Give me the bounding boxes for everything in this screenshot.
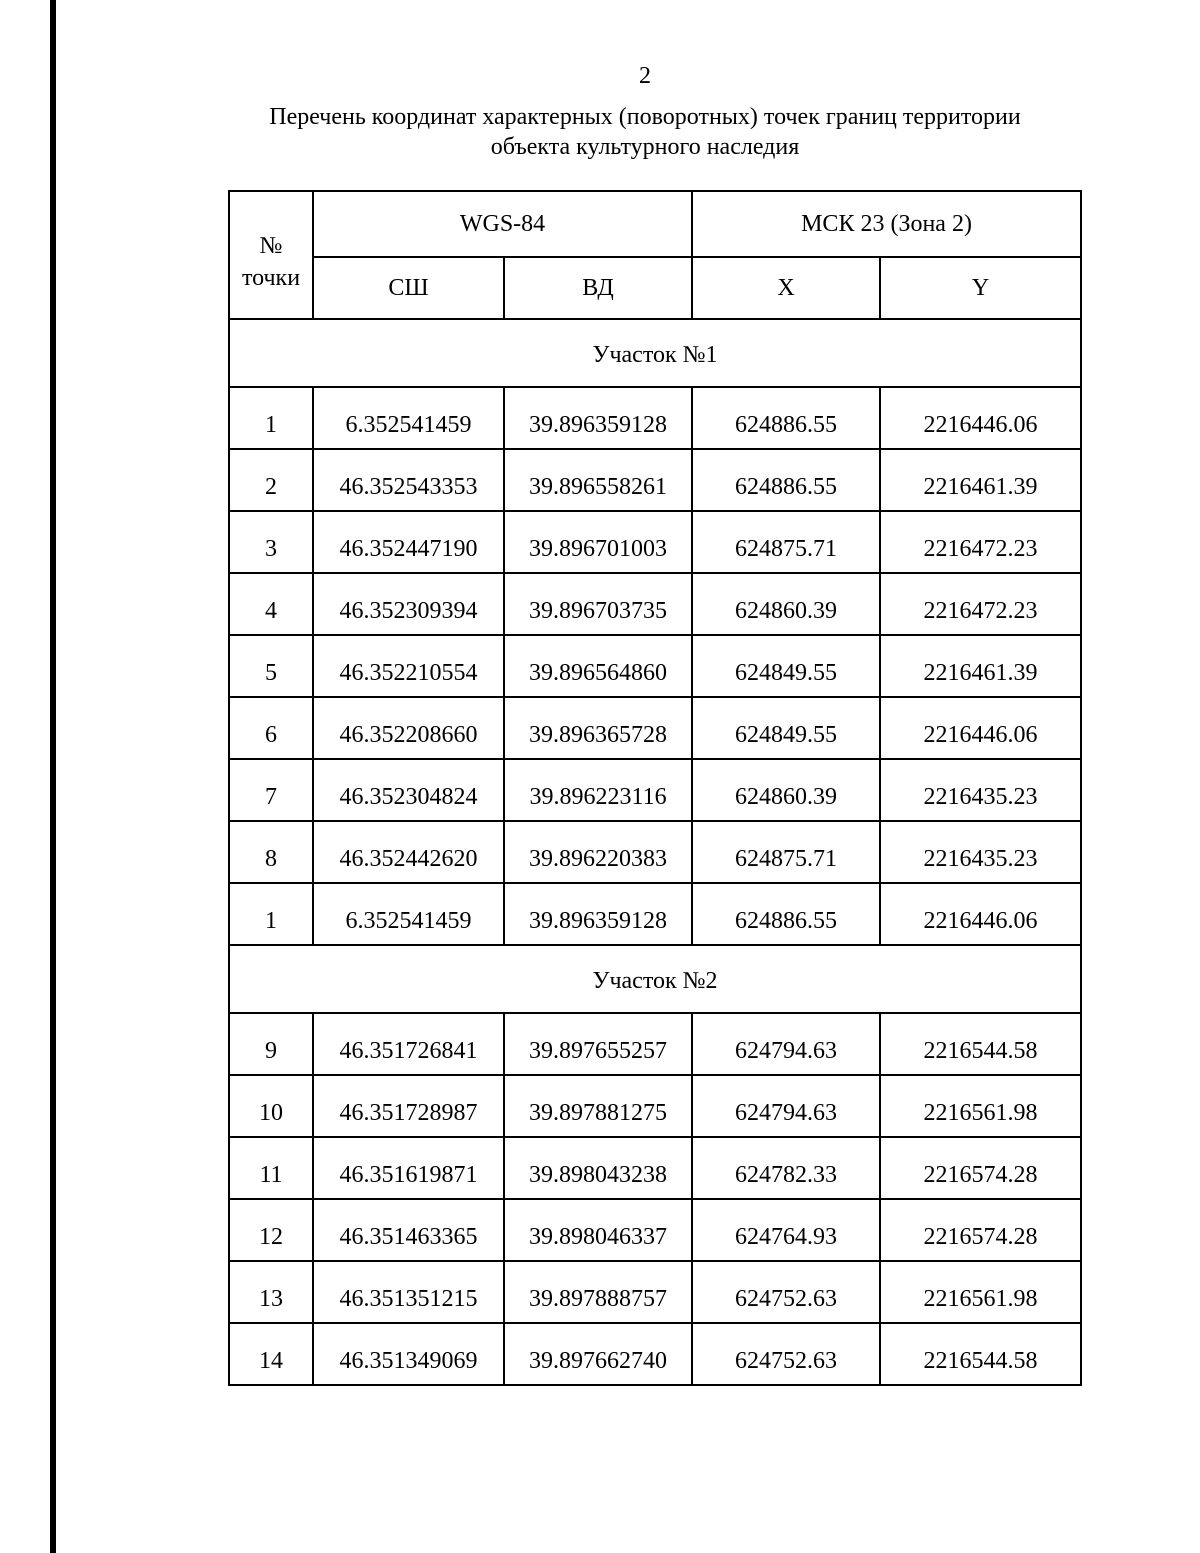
table-subheader-row bbox=[229, 257, 1081, 319]
y-cell: 2216561.98 bbox=[880, 1075, 1081, 1137]
table-row bbox=[229, 635, 1081, 697]
y-cell: 2216446.06 bbox=[880, 883, 1081, 945]
point-number-cell: 12 bbox=[229, 1199, 313, 1261]
lat-cell: 46.352447190 bbox=[313, 511, 504, 573]
table-row bbox=[229, 1323, 1081, 1385]
x-cell: 624849.55 bbox=[692, 635, 880, 697]
lat-cell: 46.351726841 bbox=[313, 1013, 504, 1075]
lon-cell: 39.897888757 bbox=[504, 1261, 692, 1323]
table-row bbox=[229, 449, 1081, 511]
title-line-1: Перечень координат характерных (поворотных) точек границ территории bbox=[269, 104, 1021, 130]
point-number-cell: 1 bbox=[229, 883, 313, 945]
x-cell: 624752.63 bbox=[692, 1323, 880, 1385]
point-number-cell: 3 bbox=[229, 511, 313, 573]
table-row bbox=[229, 1013, 1081, 1075]
point-number-cell: 8 bbox=[229, 821, 313, 883]
x-cell: 624764.93 bbox=[692, 1199, 880, 1261]
lat-header: СШ bbox=[313, 257, 504, 319]
lat-cell: 46.352442620 bbox=[313, 821, 504, 883]
x-cell: 624875.71 bbox=[692, 511, 880, 573]
lon-cell: 39.896564860 bbox=[504, 635, 692, 697]
y-cell: 2216461.39 bbox=[880, 635, 1081, 697]
lat-cell: 46.352210554 bbox=[313, 635, 504, 697]
table-row bbox=[229, 1199, 1081, 1261]
lon-cell: 39.897881275 bbox=[504, 1075, 692, 1137]
y-cell: 2216435.23 bbox=[880, 759, 1081, 821]
section-row bbox=[229, 945, 1081, 1013]
section-title: Участок №1 bbox=[229, 319, 1081, 387]
lon-cell: 39.896703735 bbox=[504, 573, 692, 635]
table-row bbox=[229, 821, 1081, 883]
point-number-cell: 5 bbox=[229, 635, 313, 697]
x-cell: 624886.55 bbox=[692, 449, 880, 511]
wgs-header: WGS-84 bbox=[313, 191, 692, 257]
y-cell: 2216561.98 bbox=[880, 1261, 1081, 1323]
lon-cell: 39.896220383 bbox=[504, 821, 692, 883]
table-row bbox=[229, 883, 1081, 945]
coordinates-table bbox=[228, 190, 1082, 1386]
x-cell: 624886.55 bbox=[692, 883, 880, 945]
table-row bbox=[229, 759, 1081, 821]
y-cell: 2216574.28 bbox=[880, 1137, 1081, 1199]
lon-cell: 39.896359128 bbox=[504, 883, 692, 945]
lat-cell: 46.351349069 bbox=[313, 1323, 504, 1385]
point-number-cell: 4 bbox=[229, 573, 313, 635]
x-cell: 624849.55 bbox=[692, 697, 880, 759]
x-cell: 624794.63 bbox=[692, 1075, 880, 1137]
point-number-cell: 14 bbox=[229, 1323, 313, 1385]
title-line-2: объекта культурного наследия bbox=[490, 134, 800, 160]
y-cell: 2216574.28 bbox=[880, 1199, 1081, 1261]
table-row bbox=[229, 387, 1081, 449]
lat-cell: 46.352208660 bbox=[313, 697, 504, 759]
section-title: Участок №2 bbox=[229, 945, 1081, 1013]
msk-header: МСК 23 (Зона 2) bbox=[692, 191, 1081, 257]
point-number-cell: 1 bbox=[229, 387, 313, 449]
x-cell: 624794.63 bbox=[692, 1013, 880, 1075]
lat-cell: 46.351619871 bbox=[313, 1137, 504, 1199]
lat-cell: 6.352541459 bbox=[313, 387, 504, 449]
page-number: 2 bbox=[639, 63, 651, 89]
table-row bbox=[229, 511, 1081, 573]
lat-cell: 46.352304824 bbox=[313, 759, 504, 821]
x-cell: 624782.33 bbox=[692, 1137, 880, 1199]
point-number-cell: 7 bbox=[229, 759, 313, 821]
document-title bbox=[190, 102, 1100, 162]
x-cell: 624875.71 bbox=[692, 821, 880, 883]
point-number-cell: 9 bbox=[229, 1013, 313, 1075]
lat-cell: 46.351351215 bbox=[313, 1261, 504, 1323]
table-row bbox=[229, 573, 1081, 635]
y-cell: 2216435.23 bbox=[880, 821, 1081, 883]
point-number-cell: 13 bbox=[229, 1261, 313, 1323]
table-header-row bbox=[229, 191, 1081, 257]
point-number-label: точки bbox=[241, 265, 301, 291]
x-cell: 624860.39 bbox=[692, 759, 880, 821]
y-cell: 2216446.06 bbox=[880, 697, 1081, 759]
y-cell: 2216446.06 bbox=[880, 387, 1081, 449]
y-header: Y bbox=[880, 257, 1081, 319]
point-number-cell: 2 bbox=[229, 449, 313, 511]
lon-cell: 39.896701003 bbox=[504, 511, 692, 573]
table-row bbox=[229, 1137, 1081, 1199]
y-cell: 2216544.58 bbox=[880, 1013, 1081, 1075]
y-cell: 2216472.23 bbox=[880, 511, 1081, 573]
lon-cell: 39.896365728 bbox=[504, 697, 692, 759]
table-row bbox=[229, 1261, 1081, 1323]
table-row bbox=[229, 697, 1081, 759]
section-row bbox=[229, 319, 1081, 387]
lat-cell: 6.352541459 bbox=[313, 883, 504, 945]
lat-cell: 46.351463365 bbox=[313, 1199, 504, 1261]
point-number-header bbox=[229, 191, 313, 319]
lat-cell: 46.351728987 bbox=[313, 1075, 504, 1137]
left-margin-bar bbox=[50, 0, 56, 1553]
point-number-sign: № bbox=[259, 233, 283, 259]
lat-cell: 46.352309394 bbox=[313, 573, 504, 635]
y-cell: 2216472.23 bbox=[880, 573, 1081, 635]
lon-cell: 39.897662740 bbox=[504, 1323, 692, 1385]
lon-cell: 39.896558261 bbox=[504, 449, 692, 511]
lat-cell: 46.352543353 bbox=[313, 449, 504, 511]
y-cell: 2216544.58 bbox=[880, 1323, 1081, 1385]
lon-header: ВД bbox=[504, 257, 692, 319]
table-row bbox=[229, 1075, 1081, 1137]
point-number-cell: 11 bbox=[229, 1137, 313, 1199]
table-body bbox=[229, 319, 1081, 1385]
lon-cell: 39.898046337 bbox=[504, 1199, 692, 1261]
point-number-cell: 10 bbox=[229, 1075, 313, 1137]
x-cell: 624752.63 bbox=[692, 1261, 880, 1323]
x-cell: 624886.55 bbox=[692, 387, 880, 449]
point-number-cell: 6 bbox=[229, 697, 313, 759]
x-header: X bbox=[692, 257, 880, 319]
lon-cell: 39.896359128 bbox=[504, 387, 692, 449]
y-cell: 2216461.39 bbox=[880, 449, 1081, 511]
lon-cell: 39.896223116 bbox=[504, 759, 692, 821]
x-cell: 624860.39 bbox=[692, 573, 880, 635]
lon-cell: 39.898043238 bbox=[504, 1137, 692, 1199]
lon-cell: 39.897655257 bbox=[504, 1013, 692, 1075]
